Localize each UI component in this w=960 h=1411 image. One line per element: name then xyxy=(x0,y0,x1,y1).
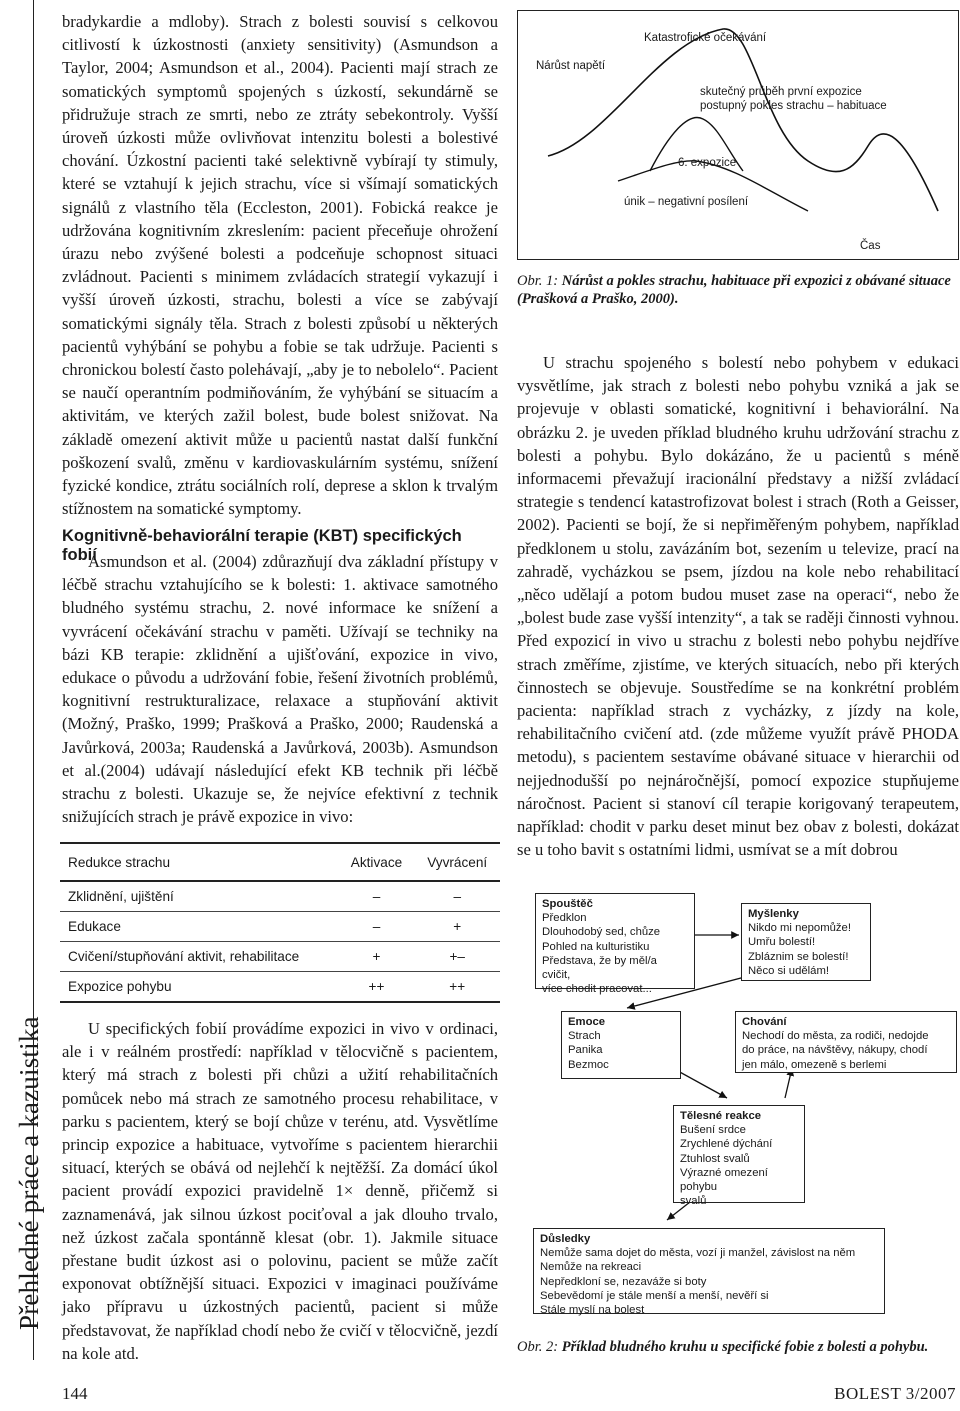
box-item: Nemůže na rekreaci xyxy=(540,1261,642,1274)
box-item: Zbláznim se bolestí! xyxy=(748,950,849,963)
box-item: Zrychlené dýchání xyxy=(680,1138,773,1151)
table-cell: Cvičení/stupňování aktivit, rehabilitace xyxy=(60,942,339,972)
table-header: Vyvrácení xyxy=(414,843,500,881)
technique-effect-table xyxy=(60,842,500,1003)
figure1-caption xyxy=(517,272,959,308)
left-column-top xyxy=(62,10,498,520)
behavior-box xyxy=(735,1011,957,1073)
box-item: Pohled na kulturistiku xyxy=(542,940,650,953)
box-item: Umřu bolestí! xyxy=(748,936,816,949)
box-title: Chování xyxy=(742,1016,787,1028)
table-row xyxy=(60,942,500,972)
box-title: Spouštěč xyxy=(542,898,593,910)
table-cell: – xyxy=(414,881,500,912)
table-cell: Edukace xyxy=(60,912,339,942)
caption-number: Obr. 2: xyxy=(517,1339,559,1355)
box-title: Myšlenky xyxy=(748,908,799,920)
table-cell: Zklidnění, ujištění xyxy=(60,881,339,912)
box-item: Nepředkloní se, nezaváže si boty xyxy=(540,1275,707,1288)
box-item: více chodit pracovat... xyxy=(542,983,652,996)
table-header-row xyxy=(60,843,500,881)
table-header: Redukce strachu xyxy=(60,843,339,881)
paragraph: U specifických fobií provádíme expozici in vivo v ordinaci, ale i v reálném prostředí: například v tělocvičně s pacientem, který má strach z bolesti při chůzi a užití rehabilitačních pomůcek nebo má strach ze samotného procesu rehabilitace, v parku s pacientem, který se bojí chůze v terénu, atd. Vysvětlíme princip expozice a habituace, vytvoříme s pacientem hierarchii situací, kterých se obává od nejlehčí k nejtěžší. Za domácí úkol pacient provádí expozici pravidelně 1× denně, přičemž si zaznamenává, jak silnou úzkost pociťoval a jak dlouho trvalo, než úzkost začala spontánně klesat (obr. 1). Jakmile situace přestane budit úzkost asi o polovinu, pacient se může začít exponovat obtížnější situaci. Expozici v imaginaci používáme jako přípravu u úzkostných pacientů, pacient si může představovat, že například chodí nebo že cvičí v tělocvičně, jezdí na kole atd. xyxy=(62,1019,498,1363)
box-title: Emoce xyxy=(568,1016,606,1028)
vicious-circle-diagram xyxy=(517,893,959,1330)
box-item: Stále myslí na bolest xyxy=(540,1304,645,1317)
box-title: Důsledky xyxy=(540,1233,591,1245)
first-exposure-curve xyxy=(548,29,938,211)
box-item: Ztuhlost svalů xyxy=(680,1152,750,1165)
habituation-figure xyxy=(517,10,959,260)
box-item: Strach xyxy=(568,1030,601,1043)
box-item: svalů xyxy=(680,1195,707,1208)
section-title: Přehledné práce a kazuistika xyxy=(14,1016,44,1330)
table-header: Aktivace xyxy=(339,843,415,881)
paragraph: Asmundson et al. (2004) zdůrazňují dva základní přístupy v léčbě strachu vztahujícího se k bolesti: 1. aktivace samotného bludného systému strachu, 2. nové informace ke snížení a vyvrácení očekávání strachu v paměti. Užívají se techniky na bázi KB terapie: zklidnění a ujišťování, expozice in vivo, edukace o původu a udržování fobie, řešení životních problémů, kognitivní restrukturalizace, relaxace a stupňování aktivit (Možný, Praško, 1999; Prašková a Praško, 2000; Raudenská a Javůrková, 2003a; Raudenská a Javůrková, 2003b). Asmundson et al.(2004) udávají následující efekt KB technik při léčbě strachu z bolesti. Ukazuje se, že nejvíce efektivní z technik snižujících strach je právě expozice in vivo: xyxy=(62,552,498,827)
table-row xyxy=(60,972,500,1003)
consequences-box xyxy=(533,1228,885,1317)
caption-number: Obr. 1: xyxy=(517,273,559,289)
right-column xyxy=(517,351,959,861)
journal-issue: BOLEST 3/2007 xyxy=(834,1384,956,1403)
box-item: Nikdo mi nepomůže! xyxy=(748,922,851,935)
habituation-curves xyxy=(518,11,960,261)
box-item: Dlouhodobý sed, chůze xyxy=(542,926,661,939)
thoughts-box xyxy=(741,903,871,981)
table-cell: ++ xyxy=(414,972,500,1003)
tension-label: Nárůst napětí xyxy=(536,60,606,72)
box-item: Nemůže sama dojet do města, vozí ji manžel, závislost na něm xyxy=(540,1247,856,1260)
paragraph: bradykardie a mdloby). Strach z bolesti souvisí s celkovou citlivostí k úzkostnosti (anxiety sensitivity) (Asmundson a Taylor, 2004; Asmundson et al., 2004). Pacienti mají strach ze somatických symptomů spojených s úzkostí, sekundárně se přidružuje strach ze smrti, nebo ze ztráty sebekontroly. Vyšší úroveň úzkosti může ovlivňovat intenzitu bolesti a bolestivé chování. Úzkostní pacienti také selektivně vybírají ty stimuly, které se vztahují k jejich strachu, více si všímají somatických signálů z vlastního těla (Eccleston, 2001). Fobická reakce je udržována kognitivním zkreslením: pacient přeceňuje ohrožení úrazu nebo zvýšené bolesti a podceňuje schopnost situaci zvládnout. Pacienti s minimem zvládacích strategií vykazují i vyšší úroveň úzkosti, strachu, bolesti a více se zabývají somatickými signály těla. Strach z bolesti způsobí u některých pacientů vyhýbání se pohybu a fobie se tak udržuje. Pacienti s chronickou bolestí často polehávají, „aby je to nebolelo“. Pacient se naučí operantním podmiňováním, že vyhýbání se situacím a aktivitám, ve kterých zažil bolest, bude bolest snižovat. Na základě omezení aktivit může u pacientů nastat další funkční poškození svalů, změnu v kardiovaskulárním systému, snížení fyzické kondice, ztrátu sociálních rolí, deprese a sklon k trvalým stížnostem na somatické symptomy. xyxy=(62,12,498,519)
emotion-box xyxy=(561,1011,681,1079)
section-heading: Kognitivně-behaviorální terapie (KBT) specifických fobií xyxy=(62,527,462,564)
box-item: Bezmoc xyxy=(568,1058,609,1071)
box-item: Výrazné omezení pohybu xyxy=(680,1166,768,1194)
table-cell: Expozice pohybu xyxy=(60,972,339,1003)
table-row xyxy=(60,881,500,912)
box-item: Něco si udělám! xyxy=(748,964,829,977)
box-item: Nechodí do města, za rodiči, nedojde xyxy=(742,1030,929,1043)
table-cell: + xyxy=(414,912,500,942)
time-axis-label: Čas xyxy=(860,240,881,252)
table-cell: – xyxy=(339,912,415,942)
left-column-kbt xyxy=(62,550,498,828)
table-cell: – xyxy=(339,881,415,912)
box-item: Panika xyxy=(568,1044,603,1057)
caption-text: Příklad bludného kruhu u specifické fobie z bolesti a pohybu. xyxy=(561,1339,929,1355)
escape-label: únik – negativní posílení xyxy=(624,196,749,208)
box-item: Bušení srdce xyxy=(680,1124,746,1137)
table-cell: +– xyxy=(414,942,500,972)
box-item: Předklon xyxy=(542,912,587,925)
trigger-box xyxy=(535,893,695,996)
habituation-label: postupný pokles strachu – habituace xyxy=(700,100,887,112)
box-title: Tělesné reakce xyxy=(680,1110,762,1122)
table-cell: ++ xyxy=(339,972,415,1003)
real-course-label: skutečný průběh první expozice xyxy=(700,86,862,98)
paragraph: U strachu spojeného s bolestí nebo pohybem v edukaci vysvětlíme, jak strach z bolesti nebo pohybu vzniká a jak se projevuje v oblasti somatické, kognitivní i behaviorální. Na obrázku 2. je uveden příklad bludného kruhu udržování strachu z bolesti a pohybu. Bylo dokázáno, že u pacientů s méně informacemi převažují iracionální představy a nižší zvládací strategie s tendencí katastrofizovat bolest i strach (Roth a Geisser, 2002). Pacienti se bojí, že si nepřiměřeným pohybem, například předklonem u stolu, zavázáním bot, sezením u televize, prací na zahradě, vycházkou se psem, jízdou na kole nebo rehabilitací „něco udělají a potom budou muset zase na operaci“, nebo že „bolest bude zase vyšší intenzity“, a tak se raději činnosti vyhnou. Před expozicí in vivo u strachu z bolesti nebo pohybu nejdříve strach změříme, zjistíme, ve kterých situacích, nebo při kterých činnostech se objevuje. Soustředíme se na konkrétní problém pacienta: například strach z vycházky, z jízdy na kole, rehabilitačního cvičení atd. (zde můžeme využít právě PHODA metodu), s pacientem sestavíme obávané situace v hierarchii od nejjednodušší po nejnáročnější, pomocí expozice stupňujeme náročnost. Pacient si stanoví cíl terapie korigovaný terapeutem, například: chodit v parku deset minut bez obav z bolesti, dokázat se u toho bavit s ostatními lidmi, usmívat se a mít dobrou xyxy=(517,353,959,860)
caption-text: Nárůst a pokles strachu, habituace při expozici z obávané situace (Prašková a Praško, 2000). xyxy=(517,273,951,307)
sixth-exposure-label: 6. expozice xyxy=(678,157,737,169)
body-reactions-box xyxy=(673,1105,805,1208)
box-item: do práce, na návštěvy, nákupy, chodí xyxy=(742,1044,928,1057)
catastrophic-label: Katastrofické očekávání xyxy=(644,32,767,44)
page-number: 144 xyxy=(62,1384,88,1403)
table-cell: + xyxy=(339,942,415,972)
figure2-caption xyxy=(517,1338,959,1356)
box-item: Sebevědomí je stále menší a menší, nevěří si xyxy=(540,1289,769,1302)
table-row xyxy=(60,912,500,942)
left-column-bottom xyxy=(62,1017,498,1365)
box-item: jen málo, omezeně s berlemi xyxy=(742,1058,887,1071)
box-item: Představa, že by měl/a cvičit, xyxy=(542,954,657,982)
